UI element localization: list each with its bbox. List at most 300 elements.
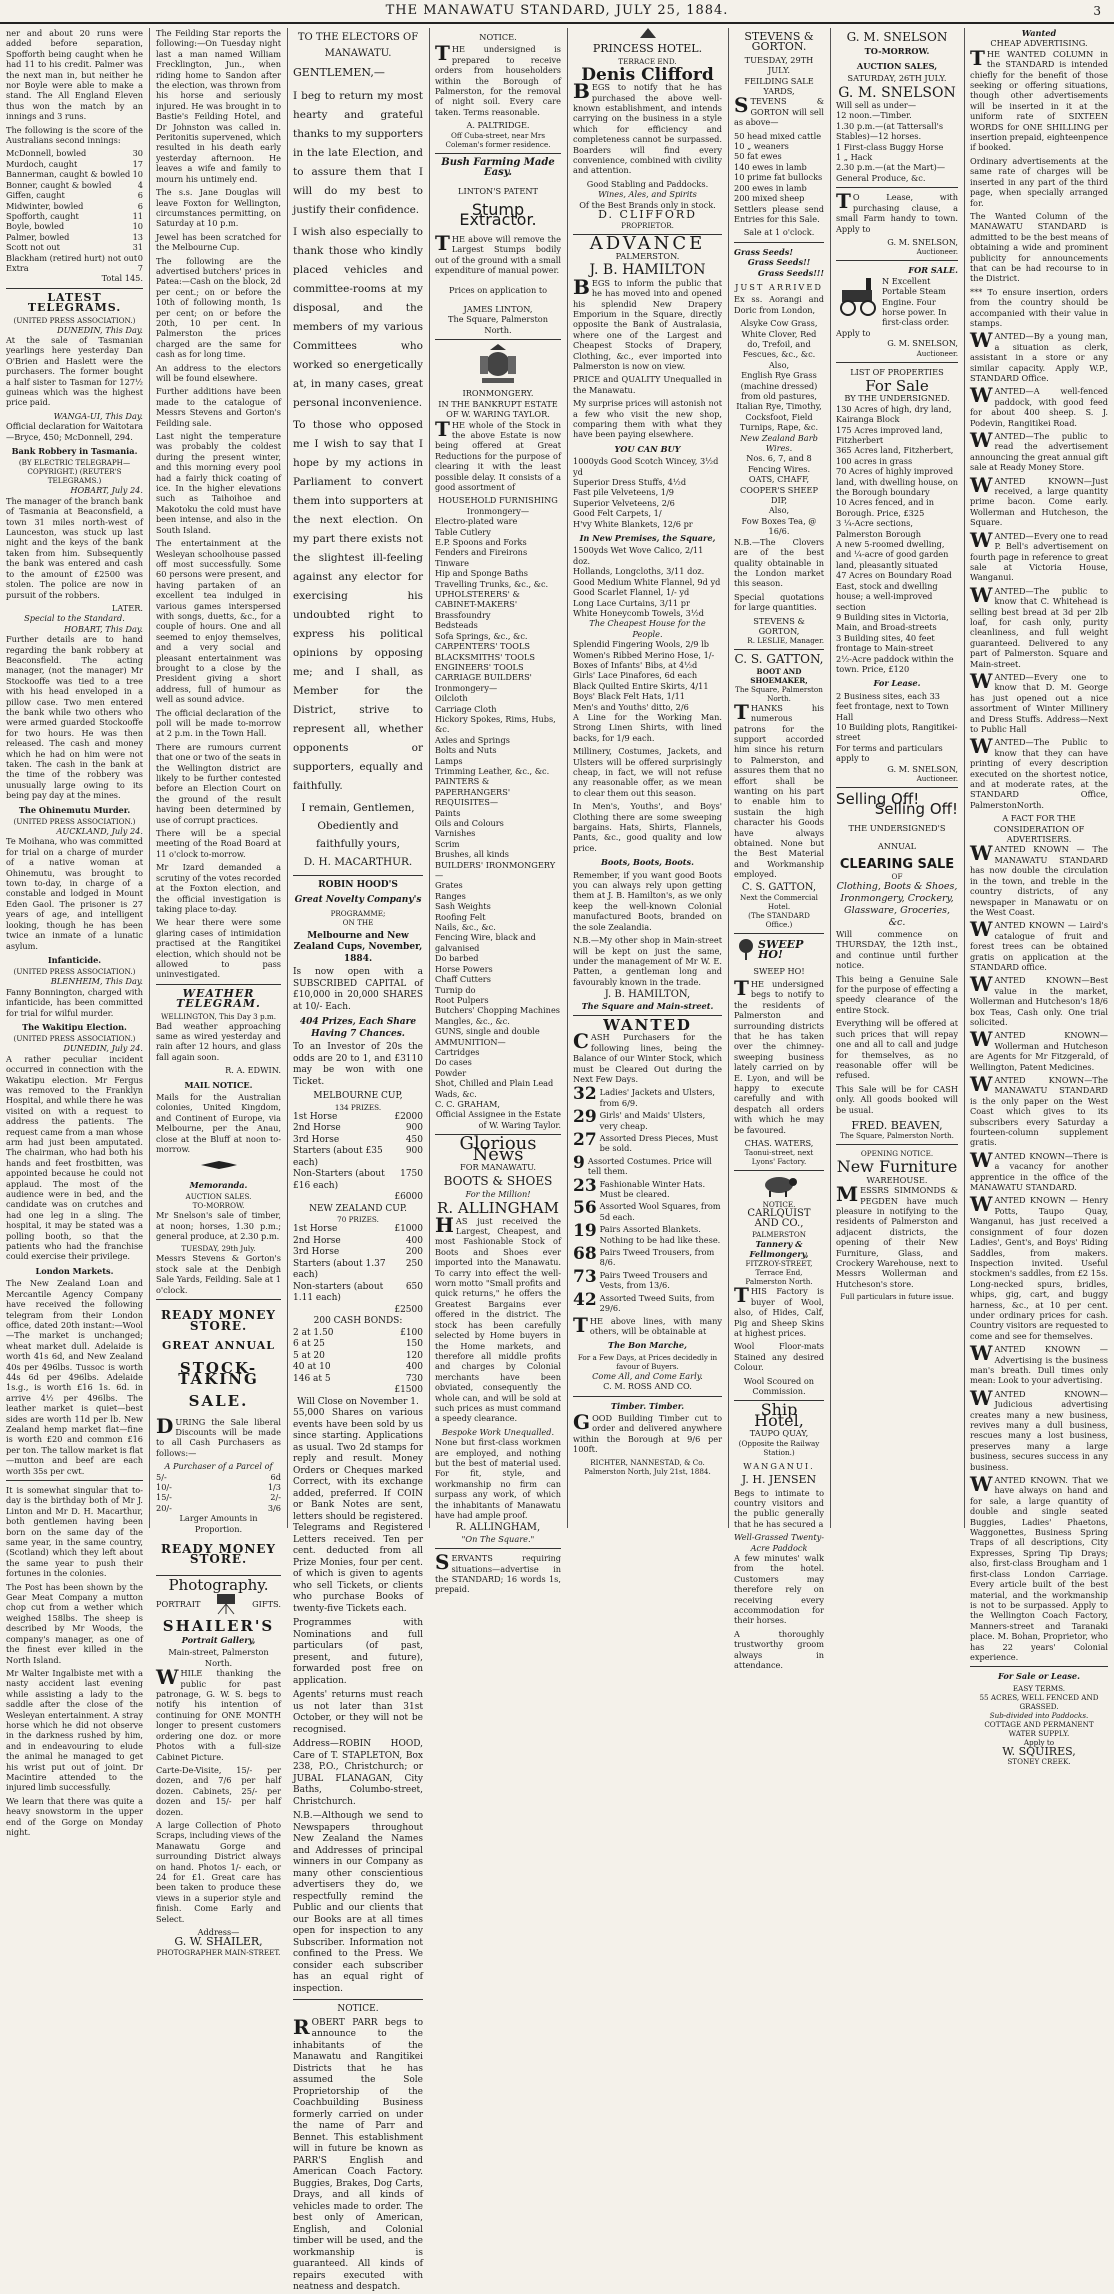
subheading: A FACT FOR THE CONSIDERATION OF ADVERTISERS.	[993, 813, 1085, 845]
drop-cap: S	[435, 1550, 450, 1575]
prize-row-label: 6 at 25	[293, 1339, 325, 1349]
subheading: PALMERSTON	[751, 1229, 807, 1239]
drop-cap: T	[836, 189, 851, 214]
prize-table	[293, 1112, 423, 1193]
list-item: 2.30 p.m.—(at the Mart)—General Produce, &c.	[836, 162, 946, 183]
list-item: Hollands, Longcloths, 3/11 doz.	[573, 566, 705, 577]
article-text: Official declaration for Waitotara—Bryce, 450; McDonnell, 294.	[6, 421, 143, 442]
list-item: White Honeycomb Towels, 3½d	[573, 607, 704, 618]
stock-list	[435, 641, 561, 693]
cricket-report: ner and about 20 runs were added before separation, Spofforth being caught when he had 11 to his credit. Palmer was the next man in, but neither he nor Boyle were able to make a stand. The All England Eleven thus won the match by an innings and 3 runs.	[6, 28, 143, 122]
discount-row-value: 3/6	[267, 1502, 281, 1513]
list-item: 175 Acres improved land, Fitzherbert	[836, 424, 943, 445]
discount-row	[156, 1472, 281, 1482]
ad-text: Carte-De-Visite, 15/- per dozen, and 7/6 per half dozen. Cabinets, 25/- per dozen and 15/- per half dozen.	[156, 1764, 281, 1817]
wanted-list	[970, 328, 1108, 810]
article-text: It is somewhat singular that to-day is the birthday both of Mr J. Linton and Mr D. H. Macarthur, both gentlemen having been born on the same day of the same year, in the same country, (Scotland) which they left about the same year to push their fortunes in the colonies.	[6, 1485, 143, 1579]
list-item: Good Felt Carpets, 1/	[573, 508, 662, 519]
ad-text: Nos. 6, 7, and 8 Fencing Wires.	[746, 453, 812, 474]
section-heading: LATEST TELEGRAMS.	[27, 290, 122, 315]
list-item: Brassfoundry	[435, 609, 491, 620]
subheading: NOTICE.	[762, 1199, 796, 1209]
score-row-value: 10	[132, 221, 143, 232]
prize-row-value: 900	[405, 1146, 423, 1156]
subheading: THE UNDERSIGNED'S	[848, 822, 946, 833]
ad-text: *** To ensure insertion, orders from the country should be accompanied with their value in stamps.	[970, 286, 1108, 328]
list-item: Chaff Cutters	[435, 974, 491, 985]
ad-text: COTTAGE AND PERMANENT WATER SUPPLY.	[984, 1719, 1094, 1738]
ad-text: Off Cuba-street, near Mrs Coleman's former residence.	[445, 130, 551, 149]
ad-text: This being a Genuine Sale for the purpose of effecting a speedy clearance of the entire Stock.	[836, 973, 958, 1015]
prize-row-label: 2nd Horse	[293, 1235, 341, 1246]
column-8	[966, 28, 1112, 1767]
ad-heading: MANAWATU.	[324, 47, 392, 59]
dateline: LATER.	[111, 602, 143, 613]
list-item: Carriage Cloth	[435, 703, 497, 714]
list-item: Boys' Black Felt Hats, 1/11	[573, 691, 685, 702]
list-item: Do cases	[435, 1057, 472, 1068]
prize-row-value: 650	[405, 1281, 423, 1292]
score-row	[6, 232, 143, 242]
ad-text: Will Close on November 1.	[297, 1396, 419, 1407]
article-text: We hear there were some glaring cases of intimidation practised at the Rangitikei election, which should not be allowed to pass uninvestigated.	[156, 917, 281, 980]
score-row-label: Spofforth, caught	[6, 210, 79, 221]
dateline: TUESDAY, 29th July.	[181, 1244, 256, 1254]
ad-text: R. LESLIE, Manager.	[747, 636, 824, 646]
subheading: In New Premises, the Square,	[579, 533, 716, 544]
ad-text: Wool Scoured on Commission.	[743, 1375, 815, 1397]
wanted-ad-text: ANTED—Every one to know that D. M. George has just opened out a nice assortment of Winter Millinery and Dress Stuffs. Address—Next to Public Hall	[970, 671, 1108, 734]
list-item: Cartridges	[435, 1046, 480, 1057]
ad-heading: Ship Hotel,	[754, 1400, 804, 1430]
column-6	[730, 28, 828, 1670]
page-number: 3	[1093, 4, 1102, 18]
list-item: 365 Acres land, Fitzherbert, 100 acres in grass	[836, 445, 954, 466]
wanted-ad	[970, 582, 1108, 669]
wanted-ad	[970, 1192, 1108, 1341]
ad-text: OOD Building Timber cut to order and delivered anywhere within the Borough at 9/6 per 100ft.	[573, 1412, 722, 1455]
list-item: 9 Building sites in Victoria, Main, and Broad-streets	[836, 611, 949, 633]
score-row-label: Palmer, bowled	[6, 231, 70, 242]
prize-row-label: 1st Horse	[293, 1111, 338, 1122]
ad-text: For terms and particulars apply to	[836, 742, 943, 764]
lot-text: Pairs Tweed Trousers and Vests, from 13/6.	[599, 1269, 708, 1291]
ad-heading: Photography.	[168, 1575, 269, 1594]
ad-heading: BOOTS & SHOES	[443, 1174, 553, 1189]
ad-text: The Square, Palmerston North.	[840, 1131, 954, 1141]
ad-heading: READY MONEY STORE.	[161, 1308, 276, 1333]
list-item: A new 5-roomed dwelling, and ¼-acre of good garden land, pleasantly situated	[836, 539, 949, 570]
ad-signature: C. S. GATTON,	[741, 881, 817, 893]
prize-row-value: 250	[405, 1258, 423, 1269]
ad-text: Wines, Ales, and Spirits	[598, 189, 697, 200]
ad-text: Palmerston North, July 21st, 1884.	[584, 1466, 711, 1476]
list-item: 1 „ Hack	[836, 152, 873, 163]
prize-row-label: 2nd Horse	[293, 1123, 341, 1133]
prize-row-label: 3rd Horse	[293, 1134, 340, 1145]
drop-cap: G	[573, 1409, 591, 1434]
article-text: The Post has been shown by the Gear Meat Company a mutton chop cut from a wether which weighed 158lbs. The sheep is described by Mr Woods, the company's manager, as one of the finest ever killed in the North Island.	[6, 1581, 143, 1665]
wanted-ad-text: ANTED KNOWN—Just received, a large quantity prime bacon. Come early. Wollerman and Hutcheson, the Square.	[970, 475, 1108, 528]
ad-text: Address—ROBIN HOOD, Care of T. STAPLETON, Box 238, P.O., Christchurch; or JUBAL FLANAGAN, City Baths, Columbo-street, Christchurch.	[293, 1739, 423, 1807]
subheading: UPHOLSTERERS' & CABINET-MAKERS'	[435, 589, 520, 610]
ad-text: Programmes with Nominations and full particulars (of past, present, and future), forwarded post free on application.	[293, 1618, 423, 1686]
list-item: 50 head mixed cattle	[734, 130, 822, 141]
ad-signature: A. PALTRIDGE.	[466, 120, 530, 131]
ad-text: Begs to intimate to country visitors and the public generally that he has secured a	[734, 1487, 824, 1529]
list-item: Electro-plated ware	[435, 516, 518, 527]
wanted-ad	[970, 917, 1108, 972]
subheading: Grass Seeds!	[734, 246, 793, 257]
drop-cap: B	[573, 79, 590, 104]
ad-heading: 404 Prizes, Each Share Having 7 Chances.	[299, 1017, 417, 1039]
score-row-label: Extra	[6, 262, 29, 273]
lot-number: 19	[573, 1221, 597, 1242]
list-item: 1000yds Good Scotch Wincey, 3½d yd	[573, 456, 719, 477]
ad-text: Ordinary advertisements at the same rate of charges will be inserted in any part of the third page, when specially arranged for.	[970, 155, 1108, 208]
ad-heading: G. M. SNELSON	[838, 84, 956, 101]
ad-text: TEVENS & GORTON will sell as above—	[734, 96, 824, 128]
camera-icon	[213, 1592, 239, 1616]
ad-text: 55 ACRES, WELL FENCED AND GRASSED.	[979, 1692, 1099, 1711]
ad-text: 55,000 Shares on various events have been sold by us since starting. Applications as usual. Two 2d stamps for reply and result. Money Orders or Cheques marked Correct, with its exchange added, preferred. If COIN or Bank Notes are sent, letters should be registered. Telegrams and Registered Letters received. Ten per cent. deducted from all Prize Monies, four per cent. of which is given to agents who sell Tickets, or clients who purchase Books of twenty-five Tickets each.	[293, 1408, 423, 1614]
ad-signature: G. M. SNELSON,	[887, 338, 958, 349]
subheading: BOOT AND SHOEMAKER,	[750, 666, 808, 685]
prize-row-label: Starters (about 1.37 each)	[293, 1258, 386, 1280]
drop-cap: W	[970, 527, 993, 552]
ad-text: A Line for the Working Man. Strong Linen Shirts, with lined backs, for 1/9 each.	[573, 711, 722, 743]
ad-signature: STEVENS & GORTON,	[753, 615, 805, 636]
column-rule	[830, 28, 831, 1528]
dateline: TO-MORROW.	[192, 1201, 245, 1211]
ad-heading: CLEARING SALE	[839, 856, 955, 872]
drop-cap: W	[970, 1472, 993, 1497]
drop-cap: W	[970, 328, 993, 353]
subheading: EASY TERMS.	[1012, 1683, 1066, 1693]
list-item: 3 Building sites, 40 feet frontage to Main-street	[836, 632, 935, 654]
list-item: 47 Acres on Boundary Road East, stock and dwelling house; a well-improved section	[836, 570, 952, 612]
ad-text: A thoroughly trustworthy groom always in attendance.	[734, 1628, 824, 1670]
score-row-value: 30	[132, 148, 143, 159]
ad-text: Remember, if you want good Boots you can always rely upon getting them at J. B. Hamilton's, as we only keep the well-known Colonial manufactured Boots, branded on the sole Zealandia.	[573, 869, 722, 932]
byline: (UNITED PRESS ASSOCIATION.)	[13, 967, 136, 977]
ad-text: Special quotations for large quantities.	[734, 591, 824, 613]
score-row-value: 11	[132, 210, 143, 221]
ad-heading: WANTED	[603, 1015, 692, 1034]
subheading: AUCTION SALES.	[185, 1192, 252, 1202]
subheading: Bespoke Work Unequalled.	[441, 1426, 555, 1437]
score-row-value: 4	[137, 179, 143, 190]
article-text: Jewel has been scratched for the Melbourne Cup.	[156, 231, 281, 253]
drop-cap: W	[156, 1665, 179, 1690]
wanted-ad-text: ANTED—The public to know that C. Whitehead is selling best bread at 3d per 2lb loaf, for cash only, purity cleanliness, and full weight guaranteed. Delivered to any part of Palmerston. Square and Main-street.	[970, 585, 1108, 669]
score-row-label: Boyle, bowled	[6, 221, 65, 232]
ad-text: Clothing, Boots & Shoes, Ironmongery, Crockery, Glassware, Groceries, &c.	[836, 881, 958, 929]
drop-cap: W	[970, 734, 993, 759]
ad-text: ASH Purchasers for the following lines, being the Balance of our Winter Stock, which must be Cleared Out during the Next Few Days.	[573, 1032, 722, 1084]
prize-row	[293, 1259, 423, 1282]
subheading: A Purchaser of a Parcel of	[164, 1461, 273, 1472]
wanted-ad-text: ANTED—By a young man, a situation as clerk, assistant in a store or any similar capacity. Apply W.P., STANDARD Office.	[970, 331, 1108, 383]
score-row	[6, 159, 143, 169]
lot-number: 32	[573, 1084, 597, 1105]
subheading: Grass Seeds!!	[747, 257, 811, 268]
ad-heading: SWEEP HO!	[753, 966, 805, 977]
ad-text: I wish also especially to thank those who kindly placed vehicles and committee-rooms at my disposal, and the members of my various Committees who worked so energetically at, in many cases, great personal inconvenience.	[293, 225, 423, 409]
list-item: Nails, &c., &c.	[435, 922, 496, 933]
wanted-ad-text: ANTED KNOWN — Advertising is the business man's breath. Dull times only mean: Look to your advertising.	[970, 1344, 1108, 1386]
ad-heading: TO-MORROW.	[864, 46, 930, 57]
subheading: TERRACE END.	[618, 56, 677, 66]
ad-text: EGS to notify that he has purchased the above well-known establishment, and intends carrying on the business in a style which for efficiency and completeness cannot be surpassed. Boarders will find every convenience, combined with civility and attention.	[573, 82, 722, 176]
drop-cap: H	[435, 1212, 454, 1237]
list-item: 10 Acres fenced, and in Borough. Price, £325	[836, 497, 934, 518]
ad-text: Address—	[197, 1927, 240, 1937]
dateline: WANGA-UI, This Day.	[53, 410, 143, 421]
ad-heading: FOR SALE.	[908, 265, 958, 276]
section-heading: The Wakitipu Election.	[22, 1021, 127, 1032]
ad-text: "On The Square."	[461, 1533, 535, 1544]
score-row-value: 7	[137, 262, 143, 273]
ad-text: Millinery, Costumes, Jackets, and Ulsters will be offered surprisingly cheap, in fact, we will not refuse any reasonable offer, as we mean to clear them out this season.	[573, 746, 722, 798]
drop-cap: R	[293, 2014, 310, 2039]
wanted-ad-text: ANTED KNOWN. That we have always on hand and for sale, a large quantity of double and single seated Buggies, Ladies' Phaetons, Waggonettes, Business Spring Traps of all descriptions, City Expresses, Spring Tip Drays; also, first-class Brougham and 1 first-class London Carriage. Every article built of the best material, and the workmanship is not to be surpassed. Apply to the Wellington Coach Factory, Manners-street and Taranaki place. M. Bohan, Proprietor, who has 22 years' Colonial experience.	[970, 1475, 1108, 1662]
section-heading: Bank Robbery in Tasmania.	[11, 446, 138, 457]
wanted-ad-text: ANTED KNOWN—Judicious advertising creates many a new business, revives many a dull business, rescues many a lost business, preserves many a large business, secures success in any business.	[970, 1388, 1108, 1472]
score-row-value: 0	[137, 252, 143, 263]
ad-text: HILE thanking the public for past patronage, G. W. S. begs to notify his intention of continuing for ONE MONTH longer to present customers ordering one doz. or more Photos with a full-size Cabinet Picture.	[156, 1668, 281, 1762]
ad-text: Prices on application to	[448, 285, 548, 296]
column-2	[152, 28, 285, 1957]
prize-row-value: 120	[405, 1350, 423, 1361]
prize-row-value: 150	[405, 1339, 423, 1349]
subheading: MELBOURNE CUP,	[313, 1091, 403, 1101]
list-item: 10 „ weaners	[734, 141, 789, 152]
ad-heading: ROBIN HOOD'S	[318, 879, 398, 890]
list-item: ENGINEERS' TOOLS	[435, 661, 524, 672]
list-item: BLACKSMITHS' TOOLS	[435, 651, 535, 662]
dateline: DUNEDIN, This Day.	[57, 324, 143, 335]
drop-cap: T	[435, 416, 450, 441]
ad-heading: WANGANUI.	[743, 1460, 815, 1471]
drop-cap: W	[970, 1027, 993, 1052]
drop-cap: W	[970, 1385, 993, 1410]
dateline: TUESDAY, 29TH JULY.	[744, 54, 814, 76]
lot-item	[573, 1175, 722, 1200]
ad-text: (Opposite the Railway Station.)	[738, 1438, 820, 1457]
ad-signature: JAMES LINTON,	[463, 303, 533, 314]
drop-cap: W	[970, 917, 993, 942]
ad-heading: JUST ARRIVED	[735, 281, 823, 292]
subheading: Special to the Standard.	[24, 613, 125, 624]
drop-cap: T	[734, 699, 749, 724]
subheading: OPENING NOTICE.	[860, 1149, 934, 1159]
list-item: Fenders and Fireirons	[435, 547, 528, 558]
lot-number: 9	[573, 1152, 585, 1173]
list-item: Bolts and Nuts	[435, 745, 497, 756]
byline: (UNITED PRESS ASSOCIATION.)	[13, 1034, 136, 1044]
article-text: We learn that there was quite a heavy snowstorm in the upper end of the Gorge on Monday night.	[6, 1795, 143, 1837]
price-list	[573, 456, 722, 529]
ad-heading: TO THE ELECTORS OF	[297, 32, 419, 43]
prize-row	[293, 1112, 423, 1124]
discount-table	[156, 1472, 281, 1514]
list-item: 200 mixed sheep	[734, 193, 805, 204]
list-item: Travelling Trunks, &c., &c.	[435, 578, 549, 589]
seed-list	[734, 318, 824, 432]
ad-text: HANKS his numerous patrons for the support accorded him since his return to Palmerston, and assures them that no effort shall be wanting on his part to enable him to sustain the high character his Goods have always obtained. None but the Best Material and Workmanship employed.	[734, 702, 824, 880]
ad-text: Auctioneer.	[916, 774, 958, 783]
drop-cap: W	[970, 972, 993, 997]
discount-row	[156, 1482, 281, 1492]
ad-signature: RICHTER, NANNESTAD, & Co.	[590, 1457, 705, 1467]
ad-heading: C. S. GATTON,	[734, 652, 824, 667]
lot-text: Assorted Costumes. Price will tell them.	[587, 1155, 712, 1177]
ad-text: HE above lines, with many others, will be obtainable at	[589, 1315, 722, 1336]
ad-text: ESSRS SIMMONDS & PEGDEN have much pleasure in notifying to the residents of Palmerston and adjacent districts, the opening of their New Furniture, Glass, and Crockery Warehouse, next to Messrs Wollerman and Hutcheson's store.	[836, 1185, 958, 1289]
column-7	[832, 28, 962, 1528]
score-row-label: Blackham (retired hurt) not out	[6, 252, 138, 263]
lot-item	[573, 1107, 722, 1131]
ad-text: The Square and Main-street.	[581, 1000, 714, 1011]
article-text: Further details are to hand regarding the bank robbery at Beaconsfield. The acting manager, (not the manager) Mr Stockooffe was tied to a tree with his head enveloped in a pillow case. Two men entered the bank while two others who were armed guarded Stockooffe for two hours. He was then released. The cash and money which he had on him were not taken. The cash in the bank at the time of the robbery was unusually large owing to its being pay day at the mines.	[6, 634, 143, 801]
ad-text: Sale at 1 o'clock.	[743, 227, 815, 238]
stock-list	[435, 516, 561, 589]
wanted-ad	[970, 972, 1108, 1027]
ad-text: In Men's, Youths', and Boys' Clothing there are some sweeping bargains. Hats, Shirts, Flannels, Pants, &c., good quality and low price.	[573, 801, 722, 853]
wanted-ad-text: ANTED KNOWN—There is a vacancy for another apprentice in the office of the MANAWATU STANDARD.	[970, 1150, 1108, 1193]
list-item: CARRIAGE BUILDERS' Ironmongery—	[435, 672, 532, 693]
article-text: Further additions have been made to the catalogue of Messrs Stevens and Gorton's Feilding sale.	[156, 386, 281, 428]
list-item: Paints	[435, 807, 461, 818]
list-item: Tinware	[435, 557, 470, 568]
ad-text: Larger Amounts in Proportion.	[179, 1513, 258, 1534]
subheading: TAUPO QUAY,	[749, 1428, 809, 1439]
ad-signature: W. SQUIRES,	[1002, 1744, 1076, 1758]
lot-list	[573, 1084, 722, 1314]
prize-row-value: 900	[405, 1123, 423, 1133]
ad-heading: READY MONEY STORE.	[161, 1542, 276, 1567]
subheading: Ironmongery—	[466, 505, 530, 516]
ad-text: Apply to	[836, 327, 871, 338]
lot-item	[573, 1221, 722, 1245]
list-item: English Rye Grass (machine dressed) from old pastures, Italian Rye, Timothy, Cocksfoot, Field Turnips, Rape, &c.	[736, 370, 822, 433]
wanted-ad	[970, 1341, 1108, 1386]
prize-row	[293, 1351, 423, 1363]
subheading: PAINTERS & PAPERHANGERS' REQUISITES—	[435, 776, 511, 808]
section-heading: London Markets.	[35, 1265, 114, 1276]
ad-heading: Selling Off!	[874, 800, 958, 819]
subheading: Grass Seeds!!!	[757, 267, 824, 278]
ad-text: HE WANTED COLUMN in the STANDARD is intended chiefly for the benefit of those seeking or offering situations, though other advertisements will be inserted in it at the uniform rate of SIXTEEN WORDS for ONE SHILLING per insertion prepaid, eighteenpence if booked.	[970, 48, 1108, 153]
list-item: Brushes, all kinds	[435, 849, 509, 860]
ad-text: Also,	[768, 505, 790, 516]
list-item: Sofa Springs, &c., &c.	[435, 630, 528, 641]
ad-text: PRICE and QUALITY Unequalled in the Manawatu.	[573, 374, 722, 395]
wanted-ad-text: ANTED KNOWN — Laird's catalogue of fruit and forest trees can be obtained gratis on application at the STANDARD office.	[970, 920, 1108, 972]
prize-table	[293, 1224, 423, 1305]
ad-heading: J. B. HAMILTON	[589, 262, 706, 279]
prize-row	[293, 1362, 423, 1374]
lot-text: Pairs Assorted Blankets. Nothing to be had like these.	[599, 1224, 721, 1245]
subheading: FEILDING SALE YARDS,	[744, 75, 814, 97]
list-item: Alsyke Cow Grass, White Clover, Red do, Trefoil, and Fescues, &c., &c.	[740, 318, 818, 360]
discount-row-label: 15/-	[156, 1492, 172, 1503]
drop-cap: W	[970, 1341, 993, 1366]
ad-heading: NOTICE.	[479, 32, 517, 42]
sale-list	[734, 131, 824, 204]
stock-list	[435, 1047, 561, 1109]
lot-text: Ladies' Jackets and Ulsters, from 6/9.	[599, 1087, 715, 1108]
drop-cap: W	[970, 472, 993, 497]
list-item: Roofing Felt	[435, 911, 486, 922]
ad-signature: G. W. SHAILER,	[174, 1935, 263, 1949]
article-text: The official declaration of the poll will be made to-morrow at 2 p.m. in the Town Hall.	[156, 707, 281, 739]
prize-row-label: 2 at 1.50	[293, 1327, 334, 1338]
ad-text: Settlers please send Entries for this Sale.	[734, 203, 824, 224]
ad-text: This Sale will be for CASH only. All goods booked will be usual.	[836, 1083, 958, 1115]
ad-heading: LIST OF PROPERTIES	[850, 366, 944, 377]
score-row-label: Bonner, caught & bowled	[6, 179, 112, 190]
prize-row-value: 400	[405, 1235, 423, 1246]
ad-signature: G. M. SNELSON,	[887, 236, 958, 247]
list-item: Shot, Chilled and Plain Lead	[435, 1078, 554, 1089]
list-item: CARPENTERS' TOOLS	[435, 641, 530, 652]
ad-text: The Square, Palmerston North.	[735, 684, 823, 703]
ad-text: COOPER'S SHEEP DIP,	[739, 484, 818, 506]
lot-text: Pairs Tweed Trousers, from 8/6.	[599, 1247, 715, 1268]
prize-row	[293, 1328, 423, 1340]
article-text: The New Zealand Loan and Mercantile Agency Company have received the following telegram from their London office, dated 20th instant:—Wool—The market is unchanged; wheat market dull. Adelaide is worth 41s 6d, and New Zealand 40s per 496lbs. Tussoc is worth 44s 6d per 496lbs. Adelaide 1s.g., is worth £16 1s. 6d. in arrive 4½ per 496lbs. The leather market is quiet—best sides are worth 11d per lb. New Zealand hemp market flat—fine is worth £20 and common £16 per ton. The tallow market is flat—mutton and beef are each worth 35s per cwt.	[6, 1278, 143, 1476]
article-text: Bad weather approaching same as wired yesterday and rain after 12 hours, and glass fall again soon.	[156, 1020, 281, 1062]
list-item: 3 ¼-Acre sections, Palmerston Borough	[836, 518, 922, 539]
hotel-icon	[573, 28, 722, 40]
ad-heading: CARLQUIST AND CO.,	[747, 1207, 811, 1230]
discount-row-value: 1/3	[267, 1481, 281, 1492]
prize-row-value: 200	[405, 1247, 423, 1257]
list-item: Axles and Springs	[435, 734, 510, 745]
ad-heading: NOTICE.	[337, 2004, 379, 2014]
drop-cap: W	[970, 841, 993, 866]
score-intro: The following is the score of the Australians second innings:	[6, 124, 143, 146]
column-rule	[287, 28, 288, 1528]
score-row-label: McDonnell, bowled	[6, 148, 87, 159]
score-row	[6, 253, 143, 263]
subheading: WAREHOUSE.	[866, 1174, 928, 1185]
ad-heading: Timber. Timber.	[610, 1400, 685, 1411]
lot-item	[573, 1152, 722, 1177]
column-3	[289, 28, 427, 2292]
article-text: Te Moihana, who was committed for trial on a charge of murder of a native woman at Ohinemutu, was brought to town to-day, in charge of a constable and lodged in Mount Eden Gaol. The prisoner is 27 years of age, and intelligent looking, though he has been twice an inmate of a lunatic asylum.	[6, 836, 143, 951]
drop-cap: T	[435, 41, 450, 66]
subheading: GUNS, single and double	[435, 1026, 540, 1037]
ad-text: PROGRAMME;	[330, 908, 386, 918]
ad-text: N.B.—The Clovers are of the best quality obtainable in the London market this season.	[734, 536, 824, 589]
ad-text: The Wanted Column of the MANAWATU STANDARD is admitted to be the best means of obtaining a wide and prominent publicity for announcements that can be had recourse to in the District.	[970, 210, 1108, 284]
score-row-value: 13	[132, 231, 143, 242]
drop-cap: D	[156, 1413, 174, 1438]
drop-cap: M	[836, 1182, 859, 1207]
subheading: 134 PRIZES.	[334, 1102, 382, 1112]
score-row	[6, 201, 143, 211]
ad-text: For a Few Days, at Prices decidedly in favour of Buyers.	[577, 1352, 718, 1371]
royal-crest-icon	[435, 344, 561, 388]
ad-text: HIS Factory is buyer of Wool, also, of Hides, Calf, Pig and Sheep Skins at highest prices.	[734, 1286, 824, 1339]
prize-total: £1500	[394, 1385, 423, 1395]
ad-text: The Square, Palmerston North.	[447, 314, 548, 335]
list-item: Powder	[435, 1067, 467, 1078]
subheading: OF	[891, 872, 903, 882]
